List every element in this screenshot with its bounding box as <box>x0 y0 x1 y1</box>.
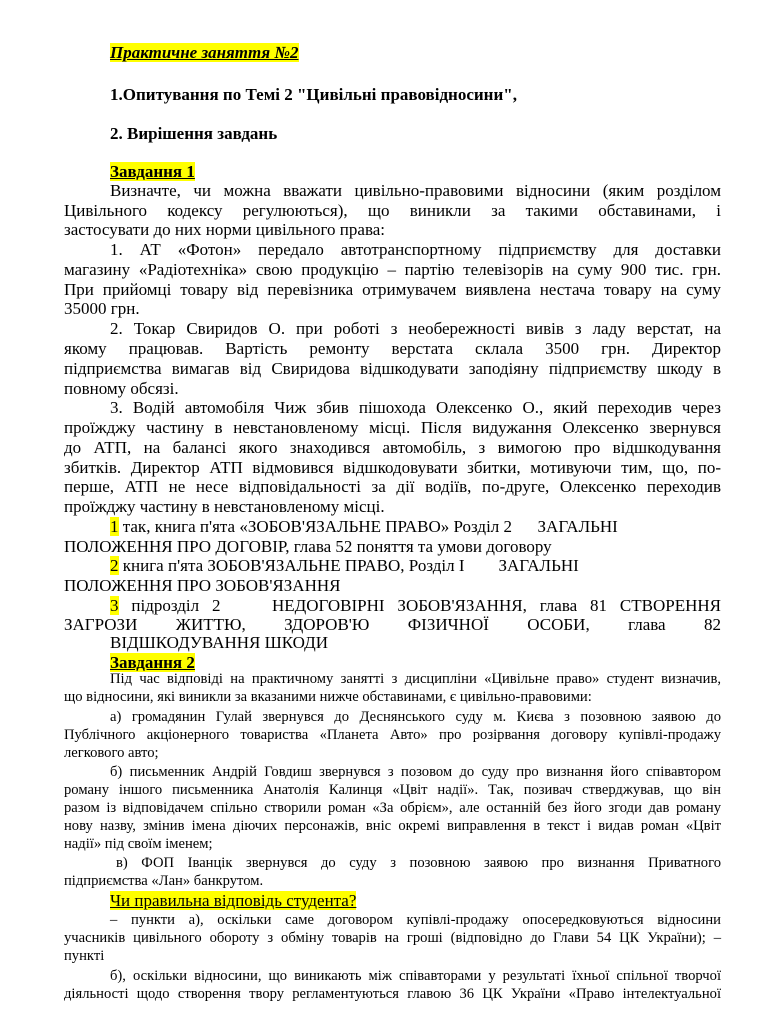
task2-heading: Завдання 2 <box>110 653 195 672</box>
answer3-line: 3 підрозділ 2 НЕДОГОВІРНІ ЗОБОВ'ЯЗАННЯ, глава 81 СТВОРЕННЯ <box>110 596 721 615</box>
agenda-item-2: 2. Вирішення завдань <box>110 124 278 143</box>
case1-line: магазину «Радіотехніка» свою продукцію – партію телевізорів на суму 900 тис. грн. <box>64 260 721 279</box>
response-line: б), оскільки відносини, що виникають між співавторами у результаті їхньої спільної творчої <box>110 968 721 984</box>
answer1-line: ПОЛОЖЕННЯ ПРО ДОГОВІР, глава 52 поняття та умови договору <box>64 537 552 556</box>
case-c-line: підприємства «Лан» банкрутом. <box>64 873 264 889</box>
response-line: учасників цивільного обороту з обміну товарів на гроші (відповідно до Глави 54 ЦК України); – <box>64 930 721 946</box>
response-line: пункті <box>64 948 105 964</box>
answer2-line: ПОЛОЖЕННЯ ПРО ЗОБОВ'ЯЗАННЯ <box>64 576 341 595</box>
case-a-line: а) громадянин Гулай звернувся до Деснянського суду м. Києва з позовною заявою до <box>110 709 721 725</box>
task1-intro-line: Визначте, чи можна вважати цивільно-правовими відносини (яким розділом <box>110 181 721 200</box>
case-a-line: легкового авто; <box>64 745 159 761</box>
page-title: Практичне заняття №2 <box>110 43 299 62</box>
answer2-line: 2 книга п'ята ЗОБОВ'ЯЗАЛЬНЕ ПРАВО, Розділ I ЗАГАЛЬНІ <box>110 556 579 575</box>
case-a-line: Публічного акціонерного товариства «Планета Авто» про розірвання договору купівлі-продажу <box>64 727 721 743</box>
response-line: – пункти а), оскільки саме договором купівлі-продажу опосередковуються відносини <box>110 912 721 928</box>
case3-line: перше, АТП не несе відповідальності за дії водіїв, по-друге, Олексенко переходив <box>64 477 721 496</box>
case3-line: 3. Водій автомобіля Чиж збив пішохода Олексенко О., який переходив через <box>110 398 721 417</box>
case-b-line: б) письменник Андрій Говдиш звернувся з позовом до суду про визнання його співавтором <box>110 764 721 780</box>
case-b-line: роману іншого письменника Анатолія Калинця «Цвіт надії». Так, позивач стверджував, що він <box>64 782 721 798</box>
case1-line: 35000 грн. <box>64 299 140 318</box>
case2-line: повному обсязі. <box>64 379 179 398</box>
case2-line: підприємства вимагав від Свиридова відшкодувати заподіяну підприємству шкоду в <box>64 359 721 378</box>
case3-line: проїжджу частину в невстановленому місці. Після видужання Олексенко звернувся <box>64 418 721 437</box>
case-c-line: в) ФОП Іванцік звернувся до суду з позовною заявою про визнання Приватного <box>116 855 721 871</box>
task2-question: Чи правильна відповідь студента? <box>110 891 357 910</box>
answer1-number: 1 <box>110 517 119 536</box>
case2-line: 2. Токар Свиридов О. при роботі з необережності вивів з ладу верстат, на <box>110 319 721 338</box>
answer3-line: ЗАГРОЗИ ЖИТТЮ, ЗДОРОВ'Ю ФІЗИЧНОЇ ОСОБИ, глава 82 <box>64 615 721 634</box>
case1-line: При прийомці товару від перевізника отримувачем виявлена нестача товару на суму <box>64 280 721 299</box>
answer3-line: ВІДШКОДУВАННЯ ШКОДИ <box>110 633 328 652</box>
case3-line: збитків. Директор АТП відмовився відшкодовувати збитки, мотивуючи тим, що, по- <box>64 458 721 477</box>
case3-line: проїжджу частину в невстановленому місці. <box>64 497 385 516</box>
task1-intro-line: застосувати до них норми цивільного права: <box>64 220 386 239</box>
answer1-line: 1 так, книга п'ята «ЗОБОВ'ЯЗАЛЬНЕ ПРАВО» Розділ 2 ЗАГАЛЬНІ <box>110 517 618 536</box>
case-b-line: нову назву, змінив імена діючих персонажів, вніс окремі виправлення в текст і видав роман «Цвіт <box>64 818 721 834</box>
case-b-line: разом із відповідачем спільно створили роман «За обрієм», але останній без його згоди дав роману <box>64 800 721 816</box>
task1-heading: Завдання 1 <box>110 162 195 181</box>
task2-intro-line: Під час відповіді на практичному занятті з дисципліни «Цивільне право» студент визначив, <box>110 671 721 687</box>
case1-line: 1. АТ «Фотон» передало автотранспортному підприємству для доставки <box>110 240 721 259</box>
agenda-item-1: 1.Опитування по Темі 2 "Цивільні правовідносини", <box>110 85 517 104</box>
response-line: діяльності щодо створення твору регламентуються главою 36 ЦК України «Право інтелектуальної <box>64 986 721 1002</box>
case3-line: до АТП, на балансі якого знаходився автомобіль, з вимогою про відшкодування <box>64 438 721 457</box>
case-b-line: надії» під своїм іменем; <box>64 836 213 852</box>
case2-line: якому працював. Вартість ремонту верстата склала 3500 грн. Директор <box>64 339 721 358</box>
answer2-number: 2 <box>110 556 119 575</box>
task2-intro-line: що відносини, які виникли за вказаними нижче обставинами, є цивільно-правовими: <box>64 689 592 705</box>
answer3-number: 3 <box>110 596 119 615</box>
task1-intro-line: Цивільного кодексу регулюються), що виникли за такими обставинами, і <box>64 201 721 220</box>
